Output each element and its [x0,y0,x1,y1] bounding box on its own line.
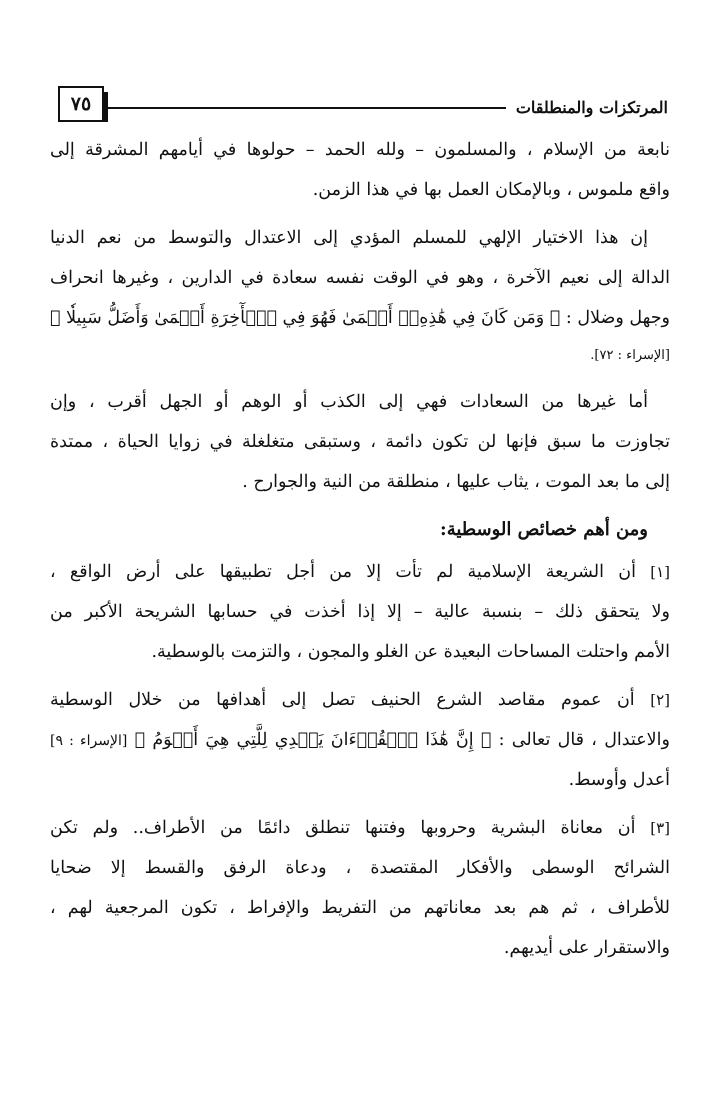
list-item-text: أن معاناة البشرية وحروبها وفتنها تنطلق دائمًا من الأطراف.. ولم تكن [50,818,636,838]
page-header [58,84,668,124]
text-line [50,680,670,720]
list-item-number: [٢] [650,691,670,709]
list-item-2 [50,680,670,800]
list-item-text: أن عموم مقاصد الشرع الحنيف تصل إلى أهدافها من خلال الوسطية [50,690,635,710]
quran-verse: ﴿ إِنَّ هَٰذَا ٱلۡقُرۡءَانَ يَهۡدِي لِلَّتِي هِيَ أَقۡوَمُ ﴾ [134,730,492,750]
list-item-3 [50,808,670,968]
text-line [50,552,670,592]
paragraph-1 [50,130,670,210]
text-line-prefix: والاعتدال ، قال تعالى : [498,730,670,750]
text-line: للأطراف ، ثم هم بعد معاناتهم من التفريط والإفراط ، تكون المرجعية لهم ، [50,898,670,918]
quran-verse: ﴿ وَمَن كَانَ فِي هَٰذِهِۦٓ أَعۡمَىٰ فَهُوَ فِي ٱلۡأٓخِرَةِ أَعۡمَىٰ وَأَضَلُّ سَبِيلٗا ﴾ [50,308,561,328]
list-item-text: أن الشريعة الإسلامية لم تأت إلا من أجل تطبيقها على أرض الواقع ، [50,562,636,582]
text-line-with-quran [50,298,670,338]
text-line [50,808,670,848]
paragraph-3 [50,382,670,502]
text-line: نابعة من الإسلام ، والمسلمون – ولله الحمد – حولوها في أيامهم المشرقة إلى [50,140,670,160]
text-line: والاستقرار على أيديهم. [503,938,670,958]
verse-citation: [الإسراء : ٩] [50,733,128,749]
text-line: تجاوزت ما سبق فإنها لن تكون دائمة ، وستبقى متغلغلة في زوايا الحياة ، ممتدة [50,432,670,452]
text-line: الدالة إلى نعيم الآخرة ، وهو في الوقت نفسه سعادة في الدارين ، وغيرها انحراف [50,268,670,288]
paragraph-2 [50,218,670,374]
page-number: ٧٥ [58,86,104,122]
text-line: إلى ما بعد الموت ، يثاب عليها ، منطلقة من النية والجوارح . [242,472,670,492]
page-body [50,130,670,976]
list-item-1 [50,552,670,672]
text-line: أما غيرها من السعادات فهي إلى الكذب أو الوهم أو الجهل أقرب ، وإن [50,392,648,412]
text-line-with-quran [50,720,670,760]
running-title: المرتكزات والمنطلقات [515,97,668,117]
page-number-ornament [104,92,108,122]
section-heading: ومن أهم خصائص الوسطية: [440,519,648,540]
text-line: الأمم واحتلت المساحات البعيدة عن الغلو والمجون ، والتزمت بالوسطية. [151,642,670,662]
list-item-number: [١] [650,563,670,581]
text-line: إن هذا الاختيار الإلهي للمسلم المؤدي إلى الاعتدال والتوسط من نعم الدنيا [50,228,648,248]
text-line: الشرائح الوسطى والأفكار المقتصدة ، ودعاة الرفق والقسط إلا ضحايا [50,858,670,878]
text-line: أعدل وأوسط. [568,770,670,790]
running-title-wrapper [506,92,668,122]
text-line: ولا يتحقق ذلك – بنسبة عالية – إلا إذا أخذت في حسابها الشريحة الأكبر من [50,602,670,622]
text-line-prefix: وجهل وضلال : [565,308,670,328]
text-line: واقع ملموس ، وبالإمكان العمل بها في هذا الزمن. [312,180,670,200]
verse-citation: [الإسراء : ٧٢]. [590,348,670,363]
list-item-number: [٣] [650,819,670,837]
